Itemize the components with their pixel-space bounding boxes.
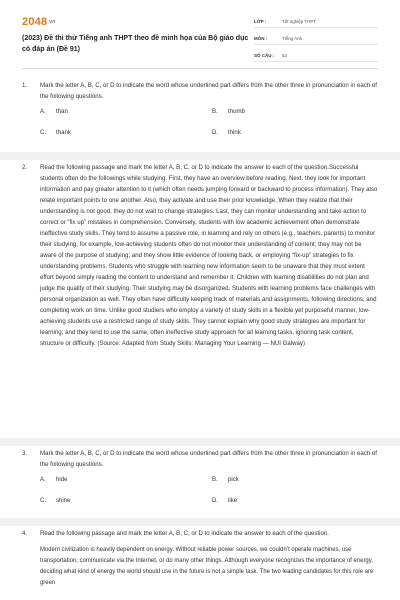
passage-paragraph: Modern civilization is heavily dependent on energy. Without reliable power sources, we couldn’t operate machines, use transportation, communicate via the Internet, or do many other things. Although everyone recognizes the importance of energy, deciding what kind of energy the world should use in the future is not a simple task. The two leading candidates for this role are green (40, 547, 374, 587)
question-number: 4. (22, 530, 28, 537)
meta-row-subject (254, 32, 378, 45)
option-letter: A. (40, 476, 46, 483)
option-text: shine (56, 497, 71, 504)
question-4 (22, 528, 378, 589)
question-number: 1. (22, 82, 28, 89)
option-letter: C. (40, 497, 47, 504)
answer-options (40, 106, 378, 138)
option-b[interactable] (212, 474, 384, 485)
subject-value: Tiếng Anh (282, 35, 303, 41)
question-1 (22, 80, 378, 138)
option-text: thumb (228, 108, 245, 115)
meta-info (254, 15, 378, 66)
section-separator (0, 438, 400, 446)
question-3 (22, 448, 378, 506)
site-logo[interactable] (22, 16, 56, 28)
option-text: thank (56, 129, 71, 136)
option-letter: B. (212, 108, 218, 115)
question-count-value: 53 (282, 52, 288, 58)
document-title: (2023) Đề thi thử Tiếng anh THPT theo đề minh họa của Bộ giáo dục có đáp án (Đề 91) (22, 35, 249, 53)
question-number: 3. (22, 450, 28, 457)
option-a[interactable] (40, 106, 212, 117)
option-d[interactable] (212, 127, 384, 138)
section-separator (0, 518, 400, 526)
meta-row-class (254, 15, 378, 28)
class-value: Tốt nghiệp THPT (282, 18, 317, 24)
option-text: than (56, 108, 68, 115)
option-text: think (228, 129, 241, 136)
option-b[interactable] (212, 106, 384, 117)
subject-label: MÔN : (254, 35, 268, 41)
question-text: Read the following passage and mark the letter A, B, C, or D to indicate the answer to each of the question. (40, 530, 329, 537)
question-number: 2. (22, 164, 28, 171)
option-c[interactable] (40, 127, 212, 138)
option-c[interactable] (40, 495, 212, 506)
header-divider (22, 68, 378, 69)
section-separator (0, 152, 400, 160)
question-text: Mark the letter A, B, C, or D to indicate the word whose underlined part differs from the other three in pronunciation in each of the following questions. (40, 450, 377, 468)
option-d[interactable] (212, 495, 384, 506)
logo-suffix: vn (49, 19, 56, 26)
class-label: LỚP : (254, 18, 267, 24)
question-passage (40, 545, 378, 589)
option-letter: C. (40, 129, 47, 136)
option-text: hide (56, 476, 68, 483)
option-a[interactable] (40, 474, 212, 485)
option-text: like (228, 497, 238, 504)
option-text: pick (228, 476, 239, 483)
option-letter: B. (212, 476, 218, 483)
question-2 (22, 162, 378, 349)
question-count-label: SỐ CÂU : (254, 52, 275, 58)
question-passage: Read the following passage and mark the letter A, B, C, or D to indicate the answer to each of the question.Successful students often do the followings while studying. First, they have an overview before reading. Next, they look for important information and pay greater attention to it (which often needs jumping forward or backward to process information). They also relate important points to one another. Also, they activate and use their prior knowledge. When they realize that their understanding is not good, they do not wait to change strategies. Last, they can monitor understanding and take action to correct or “fix up” mistakes in comprehension. Conversely, students with low academic achievement often demonstrate ineffective study skills. They tend to assume a passive role, in learning and rely on others (e.g., teachers, parents) to monitor their studying, for example, low-achieving students often do not monitor their understanding of content; they may not be aware of the purpose of studying; and they show little evidence of looking back, or employing “fix-up” strategies to fix understanding problems. Students who struggle with learning new information seem to be unaware that they must extent effort beyond simply reading the content to understand and remember it. Children with learning disabilities do not plan and judge the quality of their studying. Their studying may be disorganized. Students with learning problems face challenges with personal organization as well. They often have difficulty keeping track of materials and assignments, following directions, and completing work on time. Unlike good studiers who employ a variety of study skills in a flexible yet purposeful manner, low-achieving students use a restricted range of study skills. They cannot explain why good study strategies are important for learning; and they tend to use the same, often ineffective study approach for all learning tasks, ignoring task content, structure or difficulty. (Source: Adapted from Study Skills: Managing Your Learning — NUI Galway) (40, 164, 378, 347)
question-text: Mark the letter A, B, C, or D to indicate the word whose underlined part differs from the other three in pronunciation in each of the following questions. (40, 82, 377, 100)
option-letter: D. (212, 129, 219, 136)
option-letter: D. (212, 497, 219, 504)
header (0, 0, 400, 68)
logo-text: 2048 (22, 16, 48, 28)
meta-row-count (254, 49, 378, 62)
answer-options (40, 474, 378, 506)
option-letter: A. (40, 108, 46, 115)
